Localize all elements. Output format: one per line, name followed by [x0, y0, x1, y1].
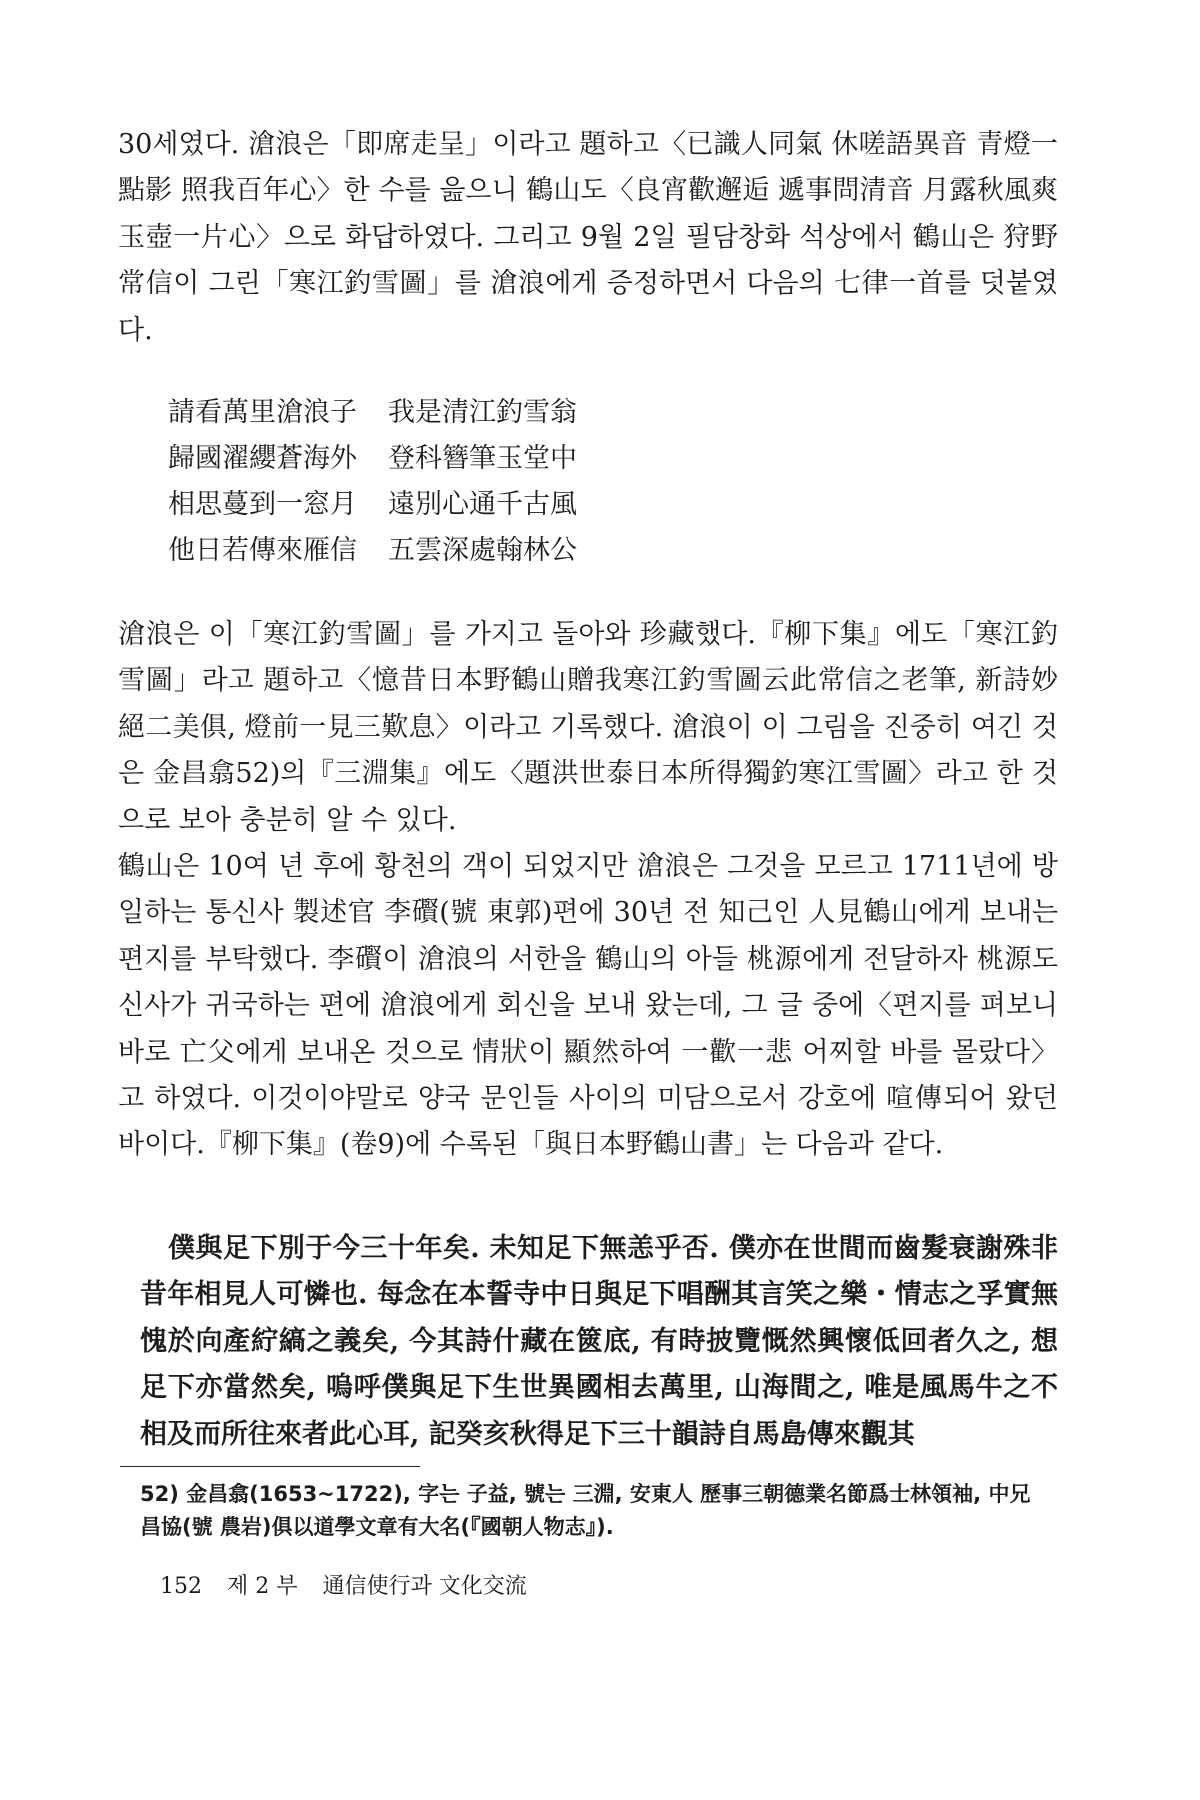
paragraph-3: 鶴山은 10여 년 후에 황천의 객이 되었지만 滄浪은 그것을 모르고 1711년에 방일하는 통신사 製述官 李礥(號 東郭)편에 30년 전 知己인 人見鶴山에게 보내는 편지를 부탁했다. 李礥이 滄浪의 서한을 鶴山의 아들 桃源에게 전달하자 桃源도 신사가 귀국하는 편에 滄浪에게 회신을 보내 왔는데, 그 글 중에〈편지를 펴보니 바로 亡父에게 보내온 것으로 情狀이 顯然하여 一歡一悲 어찌할 바를 몰랐다〉고 하였다. 이것이야말로 양국 문인들 사이의 미담으로서 강호에 喧傳되어 왔던 바이다.『柳下集』(卷9)에 수록된「與日本野鶴山書」는 다음과 같다. [118, 851, 1058, 1161]
part-label: 제 2 부 [227, 1574, 298, 1599]
poem-line [168, 528, 577, 574]
page-number: 152 [160, 1574, 202, 1599]
poem-line-right: 五雲深處翰林公 [388, 535, 577, 566]
poem-line-left: 歸國濯纓蒼海外 [168, 443, 357, 474]
body-text-middle [118, 612, 1058, 1169]
poem-line-left: 他日若傳來雁信 [168, 535, 357, 566]
poem-line [168, 390, 577, 436]
poem-line-right: 遠別心通千古風 [388, 489, 577, 520]
poem [168, 390, 577, 574]
footnote-divider [120, 1466, 420, 1467]
poem-line-right: 我是清江釣雪翁 [388, 397, 577, 428]
poem-line [168, 482, 577, 528]
poem-line-left: 請看萬里滄浪子 [168, 397, 357, 428]
poem-line-right: 登科簪筆玉堂中 [388, 443, 577, 474]
body-text-top [118, 122, 1058, 354]
poem-line-left: 相思蔓到一窓月 [168, 489, 357, 520]
paragraph-2: 滄浪은 이「寒江釣雪圖」를 가지고 돌아와 珍藏했다.『柳下集』에도「寒江釣雪圖」라고 題하고〈憶昔日本野鶴山贈我寒江釣雪圖云此常信之老筆, 新詩妙絕二美俱, 燈前一見三歎息〉이라고 기록했다. 滄浪이 이 그림을 진중히 여긴 것은 金昌翕52)의『三淵集』에도〈題洪世泰日本所得獨釣寒江雪圖〉라고 한 것으로 보아 충분히 알 수 있다. [118, 619, 1058, 836]
footnote: 52) 金昌翕(1653~1722), 字는 子益, 號는 三淵, 安東人 歷事三朝德業名節爲士林領袖, 中兄 昌協(號 農岩)俱以道學文章有大名(『國朝人物志』). [140, 1482, 1031, 1539]
paragraph-1: 30세였다. 滄浪은「即席走呈」이라고 題하고〈已識人同氣 休嗟語異音 青燈一點影 照我百年心〉한 수를 읊으니 鶴山도〈良宵歡邂逅 遞事問清音 月露秋風爽 玉壺一片心〉으로 화답하였다. 그리고 9월 2일 필담창화 석상에서 鶴山은 狩野常信이 그린「寒江釣雪圖」를 滄浪에게 증정하면서 다음의 七律一首를 덧붙였다. [118, 129, 1058, 346]
quoted-letter: 僕與足下別于今三十年矣. 未知足下無恙乎否. 僕亦在世間而齒髮衰謝殊非昔年相見人可憐也. 每念在本誓寺中日與足下唱酬其言笑之樂・情志之孚實無愧於向產紵縞之義矣, 今其詩什藏在篋底, 有時披覽慨然興懷低回者久之, 想足下亦當然矣, 嗚呼僕與足下生世異國相去萬里, 山海間之, 唯是風馬牛之不相及而所往來者此心耳, 記癸亥秋得足下三十韻詩自馬島傳來觀其 [140, 1233, 1058, 1450]
page-footer [160, 1572, 545, 1602]
poem-line [168, 436, 577, 482]
section-title: 通信使行과 文化交流 [322, 1574, 527, 1599]
